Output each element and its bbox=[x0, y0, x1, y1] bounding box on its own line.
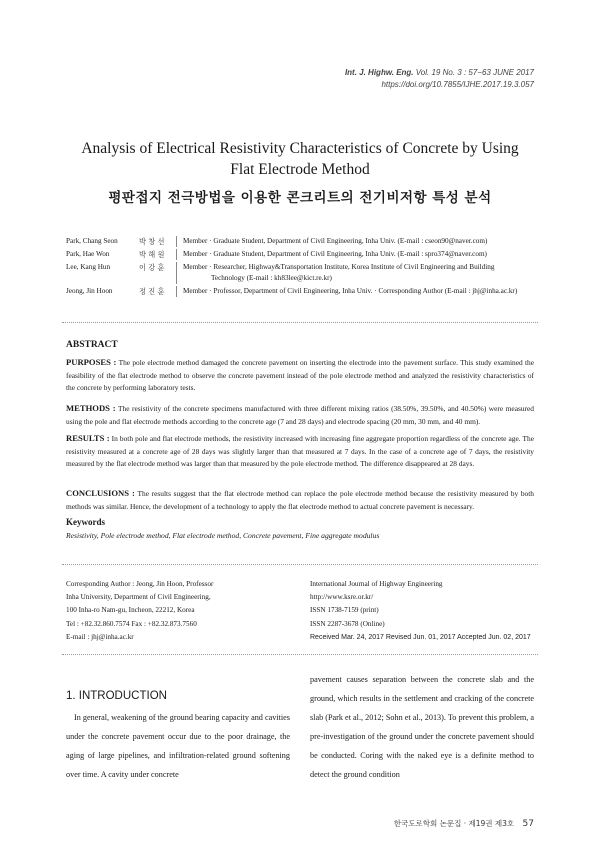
results-label: RESULTS : bbox=[66, 433, 110, 443]
author-affiliation bbox=[176, 262, 543, 284]
author-name: Lee, Kang Hun bbox=[66, 263, 111, 271]
methods-label: METHODS : bbox=[66, 403, 116, 413]
conclusions-label: CONCLUSIONS : bbox=[66, 488, 135, 498]
journal-citation bbox=[345, 68, 534, 77]
author-name: Jeong, Jin Hoon bbox=[66, 287, 113, 295]
author-affiliation: Member · Professor, Department of Civil Engineering, Inha Univ. · Corresponding Author (E-mail : jhj@inha.ac.kr) bbox=[176, 286, 543, 297]
page-footer bbox=[394, 818, 534, 829]
doi-link[interactable]: https://doi.org/10.7855/IJHE.2017.19.3.057 bbox=[381, 80, 534, 89]
author-name-korean: 박 해 원 bbox=[139, 250, 165, 259]
paper-title bbox=[60, 138, 540, 180]
abstract-conclusions bbox=[66, 487, 534, 513]
section-heading: 1. INTRODUCTION bbox=[66, 690, 167, 702]
abstract-methods bbox=[66, 402, 534, 428]
author-affiliation: Member · Graduate Student, Department of Civil Engineering, Inha Univ. (E-mail : cseon90@naver.com) bbox=[176, 236, 543, 247]
paper-title-line1: Analysis of Electrical Resistivity Characteristics of Concrete by Using bbox=[81, 140, 519, 157]
page-number: 57 bbox=[522, 819, 534, 829]
conclusions-text: The results suggest that the flat electrode method can replace the pole electrode method because the resistivity measured by both methods was similar. Hence, the development of a technology to apply the flat electrode method to actual concrete pavement is necessary. bbox=[66, 489, 535, 511]
author-name: Park, Chang Seon bbox=[66, 237, 118, 245]
author-name-korean: 이 강 훈 bbox=[139, 263, 165, 272]
keywords-heading: Keywords bbox=[66, 517, 105, 527]
corresponding-email: E-mail : jhj@inha.ac.kr bbox=[66, 632, 134, 641]
journal-name: Int. J. Highw. Eng. bbox=[344, 68, 414, 77]
author-name-korean: 박 창 선 bbox=[139, 237, 165, 246]
intro-left-column: In general, weakening of the ground bearing capacity and cavities under the concrete pavement occur due to the poor drainage, the aging of large pipelines, and infiltration-related ground softening over time. A cavity under concrete bbox=[66, 713, 290, 779]
author-affiliation: Member · Graduate Student, Department of Civil Engineering, Inha Univ. (E-mail : spro374@naver.com) bbox=[176, 249, 543, 260]
keywords-text: Resistivity, Pole electrode method, Flat electrode method, Concrete pavement, Fine aggregate modulus bbox=[66, 531, 380, 540]
paper-title-line2: Flat Electrode Method bbox=[230, 161, 370, 178]
journal-info-line: International Journal of Highway Engineering bbox=[310, 580, 443, 588]
abstract-results bbox=[66, 432, 534, 471]
purposes-text: The pole electrode method damaged the concrete pavement on inserting the electrode into the pavement surface. This study examined the feasibility of the flat electrode method to observe the concrete pavement instead of the pole electrode method and analyzed the resistivity characteristics of the concrete by performing laboratory tests. bbox=[66, 358, 535, 393]
methods-text: The resistivity of the concrete specimens manufactured with three different mixing ratios (38.50%, 39.50%, and 40.50%) were measured using the pole and flat electrode methods according to the concrete age (7 and 28 days) and electrode spacing (20 mm, 30 mm, and 40 mm). bbox=[66, 404, 534, 426]
corresponding-line: Tel : +82.32.860.7574 Fax : +82.32.873.7560 bbox=[66, 619, 197, 628]
corresponding-author-info bbox=[66, 578, 296, 644]
results-text: In both pole and flat electrode methods, the resistivity increased with increasing fine aggregate proportion regardless of the concrete age. The resistivity measured at a concrete age of 28 days was slightly larger than that measured at 7 days. In the case of a concrete age of 7 days, the resistivity measured by the flat electrode method was larger than that measured by the pole electrode method. The difference disappeared at 28 days. bbox=[66, 434, 534, 469]
journal-info bbox=[310, 578, 540, 644]
received-dates: Received Mar. 24, 2017 Revised Jun. 01, 2017 Accepted Jun. 02, 2017 bbox=[310, 633, 531, 641]
journal-volume: Vol. 19 No. 3 : 57−63 JUNE 2017 bbox=[415, 68, 534, 77]
intro-right-column: pavement causes separation between the concrete slab and the ground, which results in the settlement and cracking of the concrete slab (Park et al., 2012; Sohn et al., 2013). To prevent this problem, a pre-investigation of the ground under the concrete pavement should be conducted. Coring with the naked eye is a definite method to detect the ground condition bbox=[310, 675, 534, 779]
divider bbox=[62, 654, 538, 655]
corresponding-line: Corresponding Author : Jeong, Jin Hoon, Professor bbox=[66, 580, 214, 588]
abstract-heading: ABSTRACT bbox=[66, 340, 118, 350]
author-name: Park, Hae Won bbox=[66, 250, 110, 258]
footer-journal: 한국도로학회 논문집 · 제19권 제3호 bbox=[393, 819, 515, 828]
journal-info-line: ISSN 1738-7159 (print) bbox=[310, 606, 379, 615]
corresponding-line: 100 Inha-ro Nam-gu, Incheon, 22212, Korea bbox=[66, 606, 195, 615]
author-affiliation-line1: Member · Researcher, Highway&Transportation Institute, Korea Institute of Civil Engineering and Building bbox=[183, 263, 495, 271]
divider bbox=[62, 322, 538, 323]
author-list bbox=[66, 236, 536, 306]
author-affiliation-line2: Technology (E-mail : kh83lee@kict.re.kr) bbox=[211, 274, 332, 282]
abstract-purposes bbox=[66, 356, 534, 395]
corresponding-line: Inha University, Department of Civil Engineering, bbox=[66, 593, 211, 602]
author-name-korean: 정 진 훈 bbox=[139, 287, 165, 296]
paper-title-korean: 평판접지 전극방법을 이용한 콘크리트의 전기비저항 특성 분석 bbox=[108, 190, 492, 206]
purposes-label: PURPOSES : bbox=[66, 357, 117, 367]
journal-info-line: ISSN 2287-3678 (Online) bbox=[310, 619, 385, 628]
divider bbox=[62, 564, 538, 565]
journal-url[interactable]: http://www.ksre.or.kr/ bbox=[310, 593, 374, 602]
